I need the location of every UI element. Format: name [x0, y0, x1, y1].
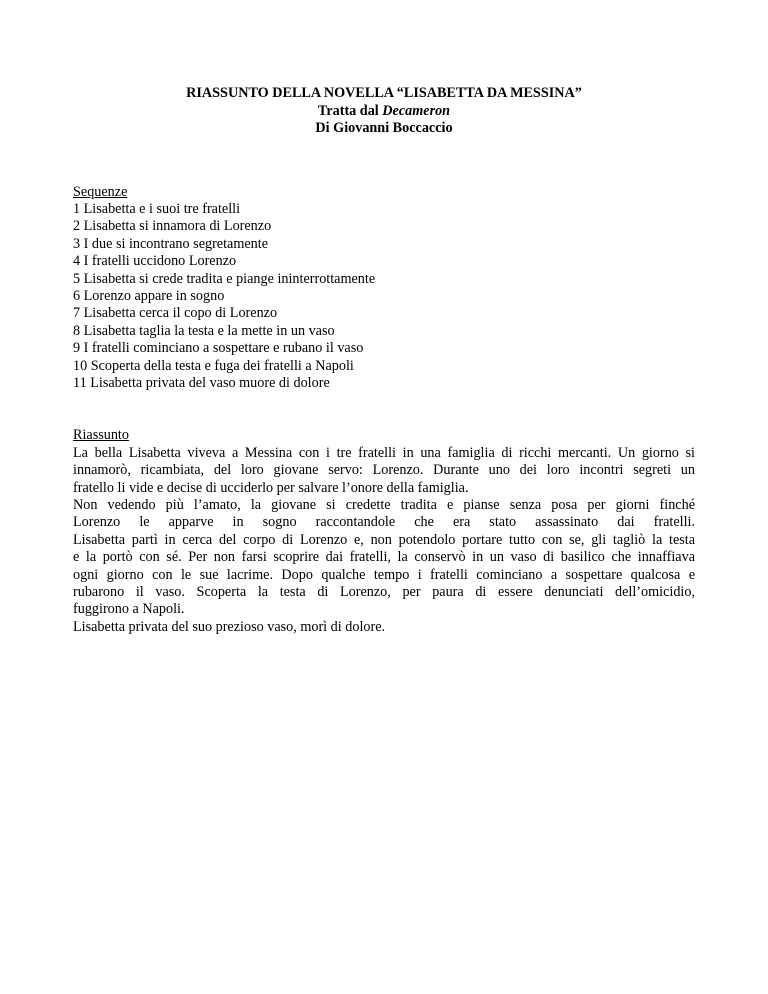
sequences-heading: Sequenze	[73, 183, 128, 200]
summary-line: Non vedendo più l’amato, la giovane si credette tradita e pianse senza posa per giorni finché	[73, 497, 695, 513]
summary-line: Lorenzo le apparve in sogno raccontandole che era stato assassinato dai fratelli.	[73, 514, 695, 531]
subtitle-work: Decameron	[382, 102, 451, 119]
summary-line: ogni giorno con le sue lacrime. Dopo qualche tempo i fratelli cominciano a sospettare qualcosa e	[73, 566, 695, 583]
summary-line: fratello li vide e decise di ucciderlo per salvare l’onore della famiglia.	[73, 479, 469, 496]
title-block	[73, 85, 695, 138]
summary-line: e la portò con sé. Per non farsi scoprire dai fratelli, la conservò in un vaso di basilico che innaffiava	[73, 549, 695, 566]
sequence-item: 1 Lisabetta e i suoi tre fratelli	[73, 200, 241, 217]
summary-line: rubarono il vaso. Scoperta la testa di Lorenzo, per paura di essere denunciati dell’omicidio,	[73, 584, 695, 601]
summary-line: La bella Lisabetta viveva a Messina con i tre fratelli in una famiglia di ricchi mercanti. Un giorno si	[73, 444, 695, 461]
document-author: Di Giovanni Boccaccio	[315, 120, 453, 136]
summary-section	[73, 427, 695, 636]
sequence-item: 11 Lisabetta privata del vaso muore di dolore	[73, 374, 330, 391]
summary-line: Lisabetta privata del suo prezioso vaso, morì di dolore.	[73, 618, 386, 635]
sequence-item: 8 Lisabetta taglia la testa e la mette in un vaso	[73, 322, 335, 339]
sequence-item: 5 Lisabetta si crede tradita e piange ininterrottamente	[73, 270, 376, 287]
subtitle-prefix: Tratta dal	[317, 102, 383, 119]
summary-line: fuggirono a Napoli.	[73, 601, 185, 618]
sequence-item: 7 Lisabetta cerca il copo di Lorenzo	[73, 305, 278, 322]
sequence-item: 9 I fratelli cominciano a sospettare e rubano il vaso	[73, 340, 364, 357]
summary-paragraph	[73, 445, 695, 636]
document-page	[73, 85, 695, 636]
summary-heading: Riassunto	[73, 427, 129, 444]
summary-line: innamorò, ricambiata, del loro giovane servo: Lorenzo. Durante uno dei loro incontri segreti un	[73, 462, 695, 479]
sequence-item: 2 Lisabetta si innamora di Lorenzo	[73, 218, 272, 235]
document-subtitle	[73, 103, 695, 121]
summary-line: Lisabetta partì in cerca del corpo di Lorenzo e, non potendolo portare tutto con se, gli tagliò la testa	[73, 531, 695, 548]
sequence-item: 10 Scoperta della testa e fuga dei fratelli a Napoli	[73, 357, 354, 374]
sequences-section	[73, 184, 695, 393]
sequence-item: 6 Lorenzo appare in sogno	[73, 287, 225, 304]
document-title: RIASSUNTO DELLA NOVELLA “LISABETTA DA MESSINA”	[186, 85, 582, 101]
sequences-list	[73, 201, 695, 392]
sequence-item: 4 I fratelli uccidono Lorenzo	[73, 253, 237, 270]
sequence-item: 3 I due si incontrano segretamente	[73, 235, 269, 252]
